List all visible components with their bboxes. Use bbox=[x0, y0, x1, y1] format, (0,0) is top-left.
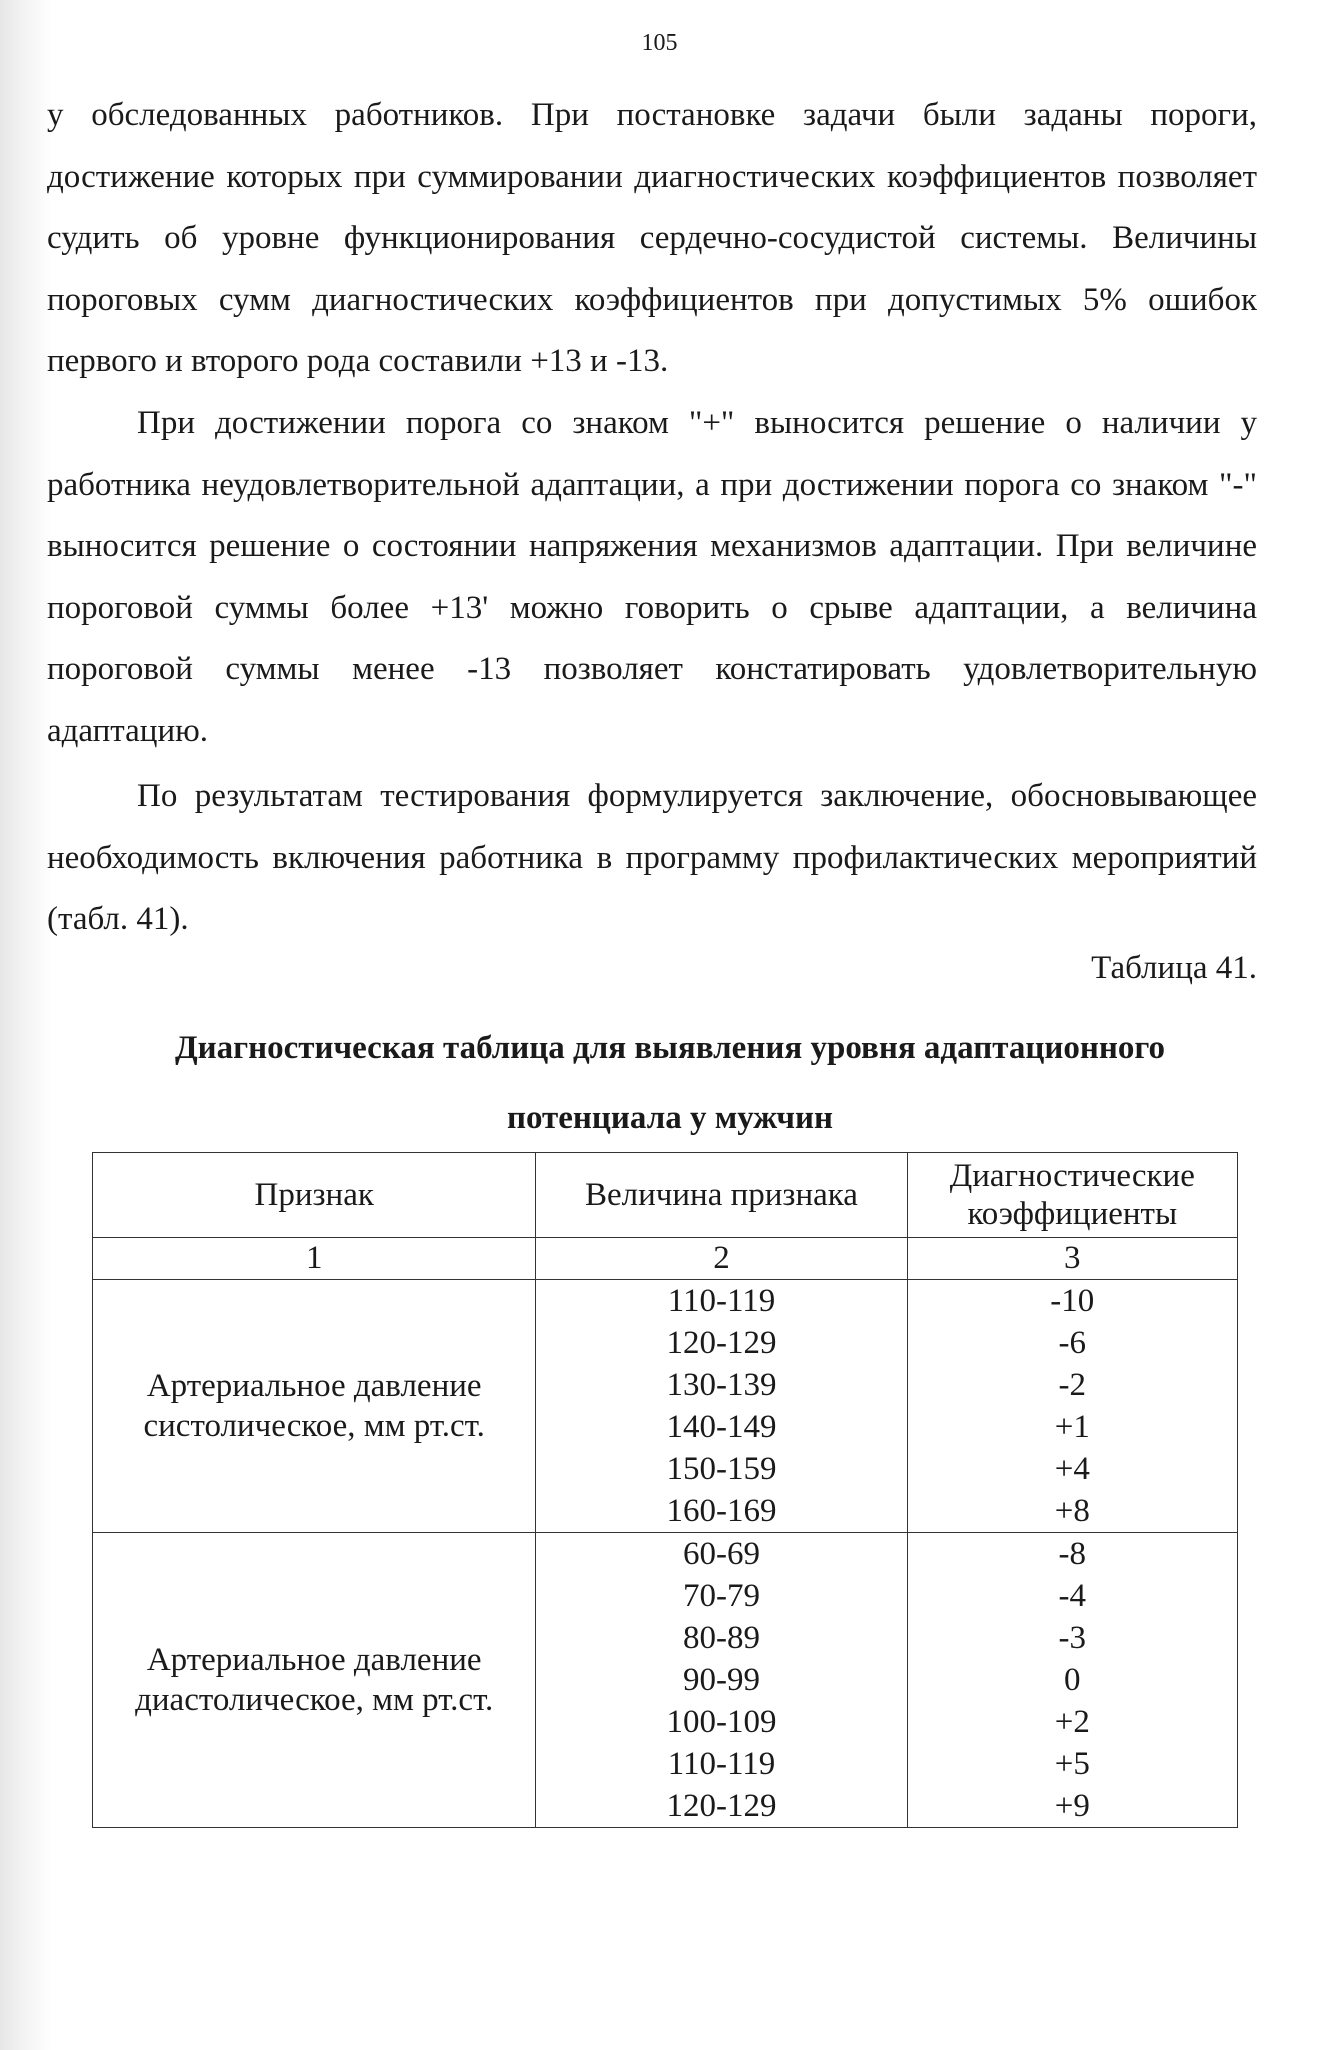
header-feature: Признак bbox=[93, 1153, 536, 1238]
paragraph-2: При достижении порога со знаком "+" выносится решение о наличии у работника неудовлетворительной адаптации, а при достижении порога со знаком "-" выносится решение о состоянии напряжения механизмов адаптации. При величине пороговой суммы более +13' можно говорить о срыве адаптации, а величина пороговой суммы менее -13 позволяет констатировать удовлетворительную адаптацию. bbox=[47, 405, 1257, 749]
coefficient-cell: +4 bbox=[1054, 1451, 1090, 1487]
values-systolic bbox=[536, 1280, 907, 1533]
diagnostic-table bbox=[92, 1152, 1238, 1828]
value-cell: 60-69 bbox=[682, 1536, 760, 1572]
page-number: 105 bbox=[641, 30, 678, 56]
value-cell: 140-149 bbox=[666, 1409, 777, 1445]
feature-label: Артериальное давление bbox=[146, 1642, 482, 1678]
coefficient-cell: +9 bbox=[1054, 1788, 1090, 1824]
paragraph-1: у обследованных работников. При постановке задачи были заданы пороги, достижение которых при суммировании диагностических коэффициентов позволяет судить об уровне функционирования сердечно-сосудистой системы. Величины пороговых сумм диагностических коэффициентов при допустимых 5% ошибок первого и второго рода составили +13 и -13. bbox=[47, 97, 1257, 379]
coefficients-diastolic bbox=[907, 1533, 1237, 1828]
value-cell: 100-109 bbox=[666, 1704, 777, 1740]
feature-label: диастолическое, мм рт.ст. bbox=[135, 1682, 494, 1718]
coefficient-cell: -10 bbox=[1050, 1283, 1095, 1319]
value-cell: 130-139 bbox=[666, 1367, 777, 1403]
table-label: Таблица 41. bbox=[1091, 950, 1257, 986]
coefficient-cell: -6 bbox=[1058, 1325, 1087, 1361]
coefficient-cell: -4 bbox=[1058, 1578, 1087, 1614]
coefficient-cell: +1 bbox=[1054, 1409, 1090, 1445]
coefficients-systolic bbox=[907, 1280, 1237, 1533]
feature-label: Артериальное давление bbox=[146, 1368, 482, 1404]
coefficient-cell: +2 bbox=[1054, 1704, 1090, 1740]
coefficient-cell: 0 bbox=[1064, 1662, 1081, 1698]
values-diastolic bbox=[536, 1533, 907, 1828]
table-title bbox=[90, 1013, 1250, 1153]
feature-label: систолическое, мм рт.ст. bbox=[143, 1408, 485, 1444]
table-header-row bbox=[93, 1153, 1238, 1238]
table-row-diastolic bbox=[93, 1533, 1238, 1828]
value-cell: 110-119 bbox=[667, 1746, 776, 1782]
coefficient-cell: +8 bbox=[1054, 1493, 1090, 1529]
table-row-systolic bbox=[93, 1280, 1238, 1533]
value-cell: 90-99 bbox=[682, 1662, 760, 1698]
column-number-row bbox=[93, 1238, 1238, 1280]
feature-diastolic bbox=[93, 1533, 536, 1828]
coefficient-cell: +5 bbox=[1054, 1746, 1090, 1782]
value-cell: 80-89 bbox=[682, 1620, 760, 1656]
column-number: 3 bbox=[907, 1238, 1237, 1280]
scan-edge-shadow bbox=[0, 0, 52, 2050]
table-title-line-2: потенциала у мужчин bbox=[506, 1100, 834, 1136]
header-coefficients: Диагностические коэффициенты bbox=[907, 1153, 1237, 1238]
value-cell: 110-119 bbox=[667, 1283, 776, 1319]
value-cell: 70-79 bbox=[682, 1578, 760, 1614]
value-cell: 120-129 bbox=[666, 1788, 777, 1824]
column-number: 2 bbox=[536, 1238, 907, 1280]
header-value: Величина признака bbox=[536, 1153, 907, 1238]
table-title-line-1: Диагностическая таблица для выявления уровня адаптационного bbox=[174, 1030, 1166, 1066]
value-cell: 150-159 bbox=[666, 1451, 777, 1487]
coefficient-cell: -3 bbox=[1058, 1620, 1087, 1656]
feature-systolic bbox=[93, 1280, 536, 1533]
value-cell: 160-169 bbox=[666, 1493, 777, 1529]
value-cell: 120-129 bbox=[666, 1325, 777, 1361]
coefficient-cell: -2 bbox=[1058, 1367, 1087, 1403]
column-number: 1 bbox=[93, 1238, 536, 1280]
coefficient-cell: -8 bbox=[1058, 1536, 1087, 1572]
paragraph-3: По результатам тестирования формулируется заключение, обосновывающее необходимость включения работника в программу профилактических мероприятий (табл. 41). bbox=[47, 778, 1257, 937]
